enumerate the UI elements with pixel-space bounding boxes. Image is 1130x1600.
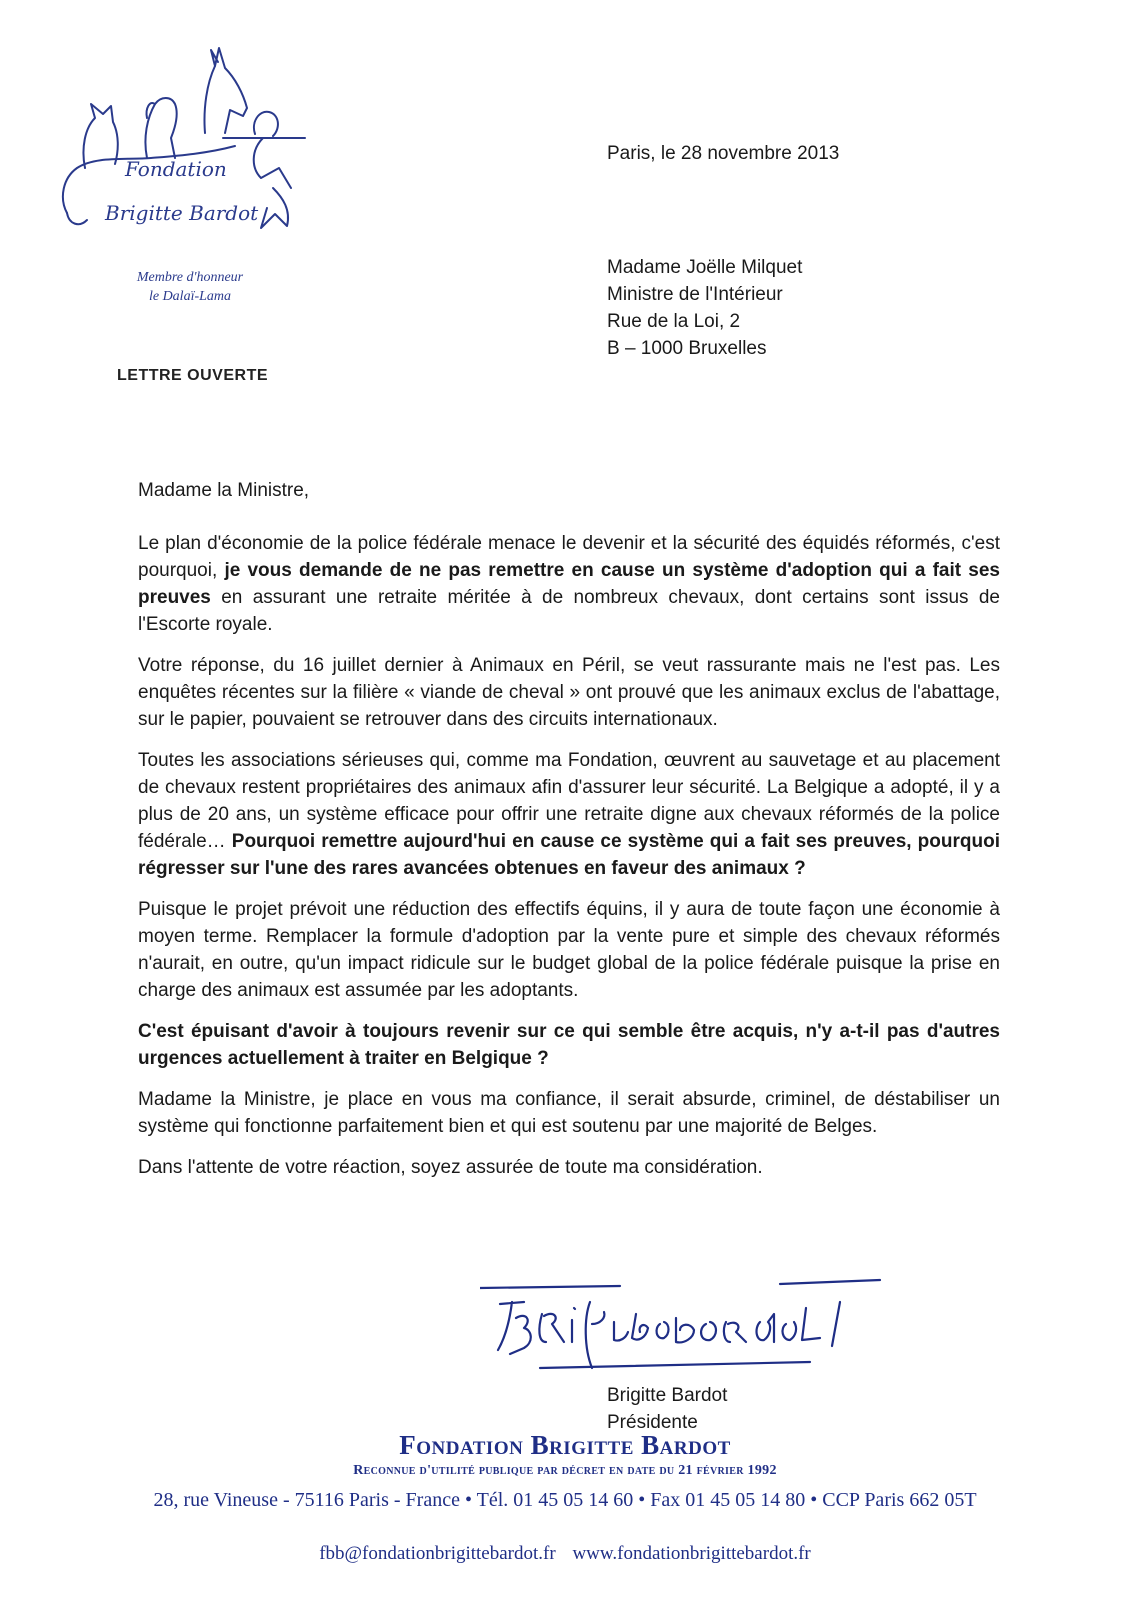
paragraph-1-text-c: en assurant une retraite méritée à de nombreux chevaux, dont certains sont issus de l'Escorte royale. [138,587,1000,635]
footer-address: 28, rue Vineuse - 75116 Paris - France • Tél. 01 45 05 14 60 • Fax 01 45 05 14 80 • CCP Paris 662 05T [153,1489,977,1511]
foundation-logo [55,38,325,248]
paragraph-1-bold: je vous demande de ne pas remettre en cause un système d'adoption qui a fait ses preuves [138,560,1000,608]
letter-date: Paris, le 28 novembre 2013 [607,143,840,164]
footer-contact [0,1543,1130,1565]
signer-title: Présidente [607,1412,698,1433]
paragraph-3-bold: Pourquoi remettre aujourd'hui en cause ce système qui a fait ses preuves, pourquoi régresser sur l'une des rares avancées obtenues en faveur des animaux ? [138,831,1000,879]
footer-org-name: Fondation Brigitte Bardot [399,1430,731,1460]
paragraph-6: Madame la Ministre, je place en vous ma confiance, il serait absurde, criminel, de déstabiliser un système qui fonctionne parfaitement bien et qui est soutenu par une majorité de Belges. [138,1089,1000,1137]
recipient-street: Rue de la Loi, 2 [607,311,741,332]
logo-text-fondation: Fondation [125,157,227,181]
honor-member-note [100,268,280,306]
paragraph-3-text-a: Toutes les associations sérieuses qui, comme ma Fondation, œuvrent au sauvetage et au placement de chevaux restent propriétaires des animaux afin d'assurer leur sécurité. La Belgique a adopté, il y a plus de 20 ans, un système efficace pour offrir une retraite digne aux chevaux réformés de la police fédérale… [138,750,1000,852]
paragraph-7: Dans l'attente de votre réaction, soyez assurée de toute ma considération. [138,1157,763,1178]
paragraph-5: C'est épuisant d'avoir à toujours revenir sur ce qui semble être acquis, n'y a-t-il pas d'autres urgences actuellement à traiter en Belgique ? [138,1021,1000,1069]
paragraph-2: Votre réponse, du 16 juillet dernier à Animaux en Péril, se veut rassurante mais ne l'est pas. Les enquêtes récentes sur la filière « viande de cheval » ont prouvé que les animaux exclus de l'abattage, sur le papier, pouvaient se retrouver dans des circuits internationaux. [138,655,1000,730]
recipient-city: B – 1000 Bruxelles [607,338,767,359]
honor-line-1: Membre d'honneur [136,270,244,285]
honor-line-2: le Dalaï-Lama [148,289,232,304]
open-letter-label: LETTRE OUVERTE [117,367,269,384]
footer-email[interactable]: fbb@fondationbrigittebardot.fr [319,1543,556,1564]
paragraph-3 [138,747,1000,882]
paragraph-4: Puisque le projet prévoit une réduction des effectifs équins, il y aura de toute façon une économie à moyen terme. Remplacer la formule d'adoption par la vente pure et simple des chevaux réformés n'aurait, en outre, qu'un impact ridicule sur le budget global de la police fédérale puisque la prise en charge des animaux est assumée par les adoptants. [138,899,1000,1001]
signature-icon [480,1258,900,1388]
signer-block [607,1382,727,1436]
recipient-title: Ministre de l'Intérieur [607,284,783,305]
salutation: Madame la Ministre, [138,480,310,501]
animals-logo-icon [55,38,325,248]
logo-text-name: Brigitte Bardot [105,201,259,225]
recipient-name: Madame Joëlle Milquet [607,257,803,278]
footer-website[interactable]: www.fondationbrigittebardot.fr [572,1543,811,1564]
signer-name: Brigitte Bardot [607,1385,728,1406]
paragraph-1-text-a: Le plan d'économie de la police fédérale menace le devenir et la sécurité des équidés réformés, c'est pourquoi, [138,533,1000,581]
handwritten-signature [480,1258,900,1388]
footer-recognition: Reconnue d'utilité publique par décret en date du 21 février 1992 [353,1463,777,1478]
recipient-address [607,254,802,362]
letter-body [138,530,1000,1195]
paragraph-1 [138,530,1000,638]
